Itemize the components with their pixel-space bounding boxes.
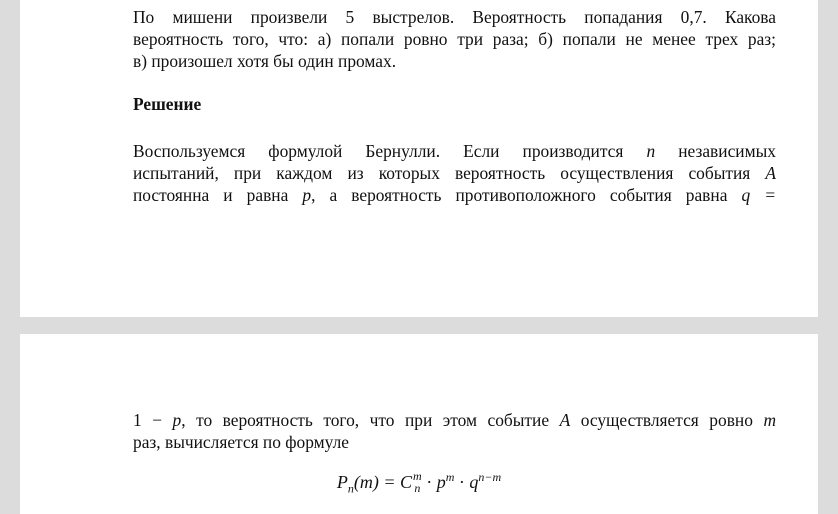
math-p: p: [302, 185, 312, 205]
solution-line-3: постоянна и равна p, а вероятность противоположного события равна q =: [133, 185, 776, 205]
math-n: n: [646, 141, 656, 161]
solution-line-2: испытаний, при каждом из которых вероятность осуществления события A: [133, 163, 776, 183]
problem-line-1: По мишени произвели 5 выстрелов. Вероятность попадания 0,7. Какова: [133, 7, 776, 27]
solution-paragraph: [133, 140, 776, 206]
solution-line-1: Воспользуемся формулой Бернулли. Если производится n независимых: [133, 141, 776, 161]
math-m: m: [763, 410, 776, 430]
problem-line-3: в) произошел хотя бы один промах.: [133, 51, 397, 71]
math-one-minus: 1 −: [133, 410, 163, 430]
solution-heading: Решение: [133, 94, 202, 114]
continuation-line-2: раз, вычисляется по формуле: [133, 432, 349, 452]
continuation-line-1: 1 − p, то вероятность того, что при этом событие A осуществляется ровно m: [133, 410, 776, 430]
continuation-paragraph: [133, 409, 776, 453]
math-q-equals: q =: [741, 185, 776, 205]
bernoulli-formula: $P_n(m) = C$ m n · $p^m \cdot q^{n-m}$: [336, 468, 502, 496]
document-page-1: [20, 0, 818, 317]
math-A: A: [559, 410, 571, 430]
document-page-2: [20, 334, 818, 514]
problem-line-2: вероятность того, что: а) попали ровно три раза; б) попали не менее трех раз;: [133, 29, 776, 49]
math-A: A: [765, 163, 776, 183]
binomial-indices: m n: [413, 468, 422, 495]
problem-statement: [133, 6, 776, 72]
